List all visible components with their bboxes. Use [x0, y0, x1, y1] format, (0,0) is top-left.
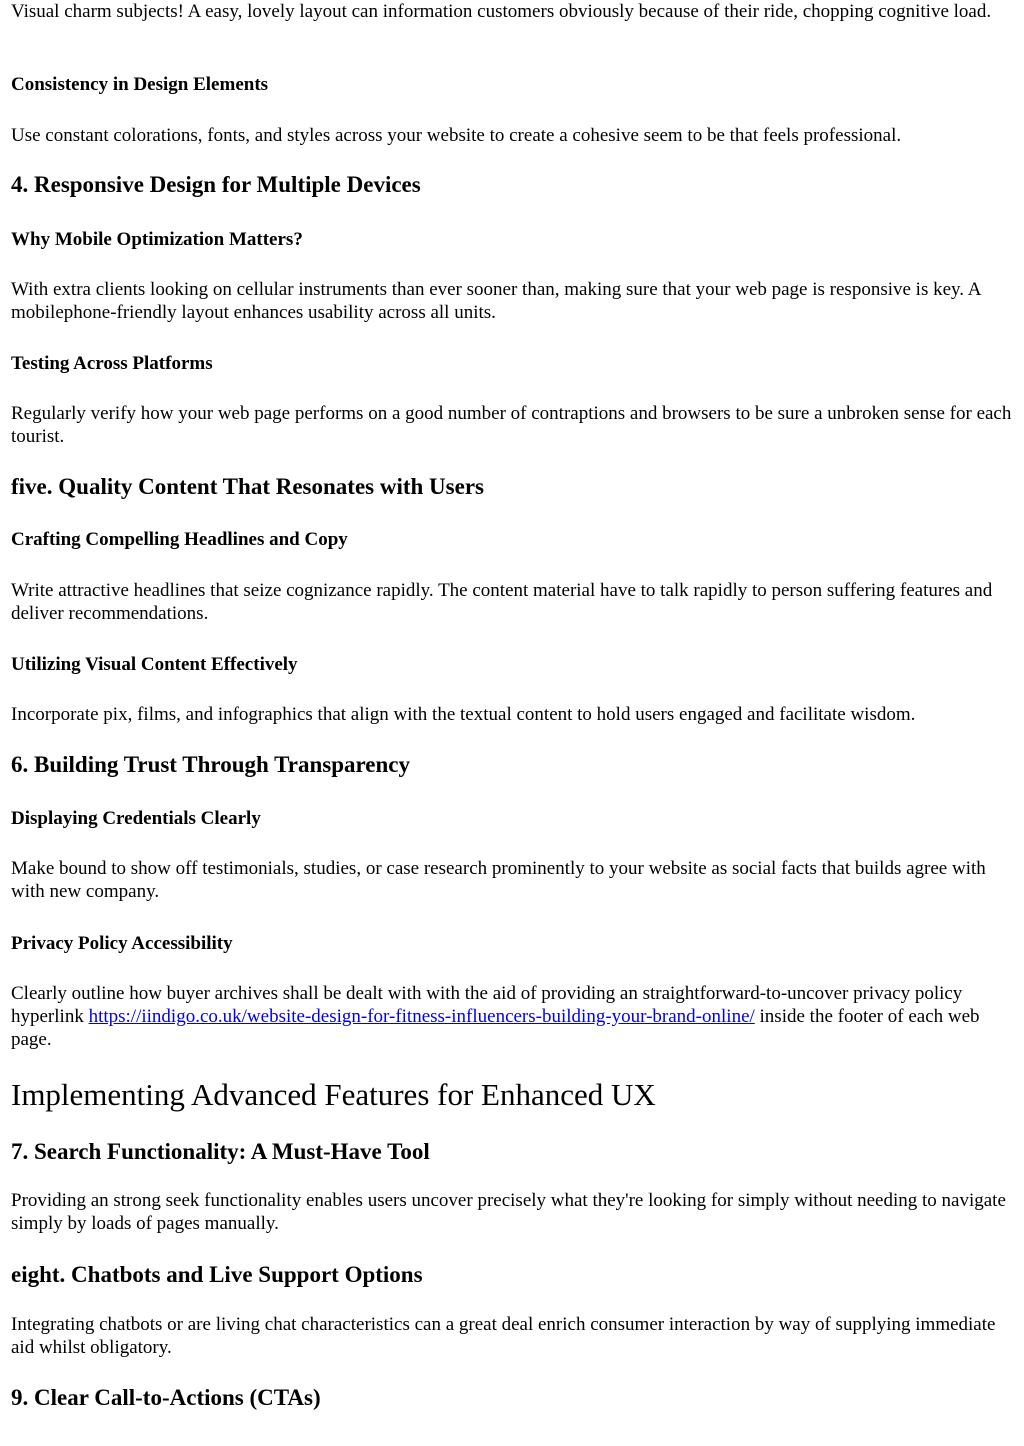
privacy-policy-link[interactable]: https://iindigo.co.uk/website-design-for-fitness-influencers-building-your-brand-online/ [88, 1006, 755, 1027]
heading-quality-content: five. Quality Content That Resonates with Users [11, 474, 484, 499]
paragraph-testing-platforms: Regularly verify how your web page performs on a good number of contraptions and browsers to be sure a unbroken sense for each tourist. [11, 403, 1012, 447]
paragraph-mobile-optimization: With extra clients looking on cellular instruments than ever sooner than, making sure that your web page is responsive is key. A mobilephone-friendly layout enhances usability across all units. [11, 279, 981, 323]
intro-paragraph: Visual charm subjects! A easy, lovely layout can information customers obviously because of their ride, chopping cognitive load. [11, 1, 992, 22]
heading-testing-platforms: Testing Across Platforms [11, 353, 213, 374]
heading-advanced-features: Implementing Advanced Features for Enhanced UX [11, 1077, 656, 1112]
heading-credentials: Displaying Credentials Clearly [11, 808, 261, 829]
paragraph-chatbots: Integrating chatbots or are living chat characteristics can a great deal enrich consumer interaction by way of supplying immediate aid whilst obligatory. [11, 1314, 996, 1358]
heading-privacy-policy: Privacy Policy Accessibility [11, 933, 233, 954]
paragraph-consistency: Use constant colorations, fonts, and styles across your website to create a cohesive seem to be that feels professional. [11, 125, 902, 146]
paragraph-visual-content: Incorporate pix, films, and infographics that align with the textual content to hold users engaged and facilitate wisdom. [11, 704, 916, 725]
paragraph-privacy-policy [11, 982, 1012, 1051]
privacy-text-after: inside the footer of each web page. [11, 1006, 980, 1050]
heading-consistency: Consistency in Design Elements [11, 74, 269, 95]
paragraph-credentials: Make bound to show off testimonials, studies, or case research prominently to your website as social facts that builds agree with with new company. [11, 858, 986, 902]
paragraph-headlines-copy: Write attractive headlines that seize cognizance rapidly. The content material have to talk rapidly to person suffering features and deliver recommendations. [11, 580, 993, 624]
heading-responsive-design: 4. Responsive Design for Multiple Devices [11, 172, 421, 197]
heading-visual-content: Utilizing Visual Content Effectively [11, 654, 298, 675]
heading-chatbots: eight. Chatbots and Live Support Options [11, 1262, 423, 1287]
paragraph-search-functionality: Providing an strong seek functionality enables users uncover precisely what they're looking for simply without needing to navigate simply by loads of pages manually. [11, 1190, 1006, 1234]
heading-headlines-copy: Crafting Compelling Headlines and Copy [11, 529, 348, 550]
heading-mobile-optimization: Why Mobile Optimization Matters? [11, 229, 303, 250]
heading-call-to-actions: 9. Clear Call-to-Actions (CTAs) [11, 1385, 321, 1410]
privacy-text-before: Clearly outline how buyer archives shall be dealt with with the aid of providing an straightforward-to-uncover privacy policy hyperlink [11, 983, 963, 1027]
heading-search-functionality: 7. Search Functionality: A Must-Have Tool [11, 1139, 430, 1164]
heading-building-trust: 6. Building Trust Through Transparency [11, 752, 411, 777]
